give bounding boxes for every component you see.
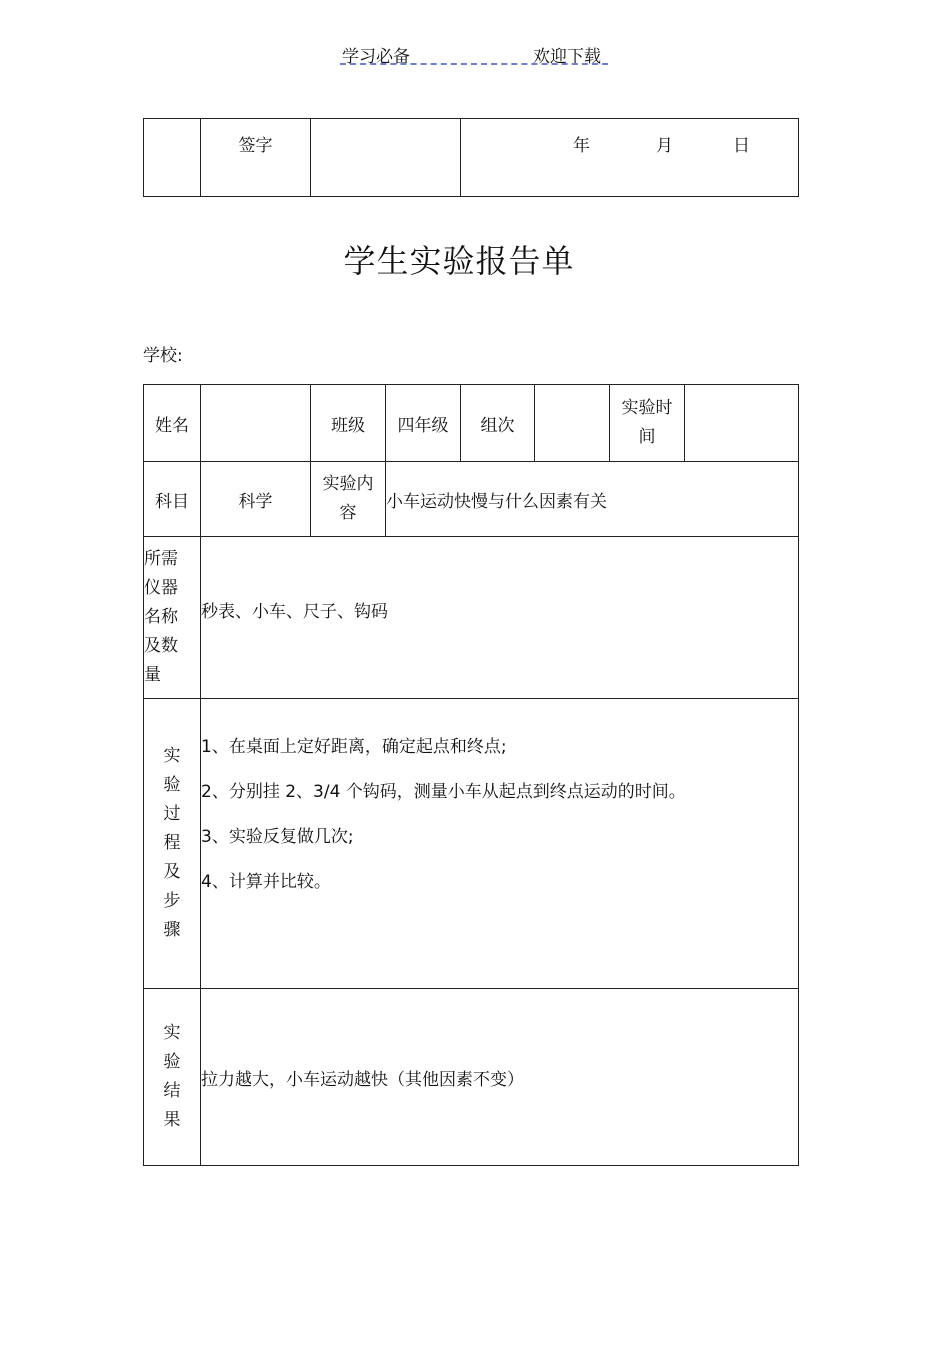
step-item: 3、实验反复做几次; xyxy=(201,827,354,847)
subject-value: 科学 xyxy=(201,462,311,537)
name-label: 姓名 xyxy=(144,385,201,462)
equipment-label-line: 量 xyxy=(144,665,161,685)
result-label-char: 实 xyxy=(163,1023,181,1043)
time-label-line-2: 间 xyxy=(638,427,656,447)
equipment-label-line: 及数 xyxy=(144,636,178,656)
equipment-label-cell xyxy=(144,537,201,699)
report-table xyxy=(143,384,799,1166)
content-label-cell xyxy=(311,462,386,537)
group-label: 组次 xyxy=(461,385,535,462)
process-label-char: 步 xyxy=(163,891,181,911)
content-value: 小车运动快慢与什么因素有关 xyxy=(386,462,799,537)
process-label-char: 过 xyxy=(163,804,181,824)
sign-value-cell xyxy=(311,119,461,197)
header-left-text: 学习必备 xyxy=(342,47,410,67)
process-label-char: 骤 xyxy=(163,920,181,940)
header-dashed-rule xyxy=(340,63,608,65)
subject-label: 科目 xyxy=(144,462,201,537)
page-title: 学生实验报告单 xyxy=(343,242,575,280)
process-label-char: 程 xyxy=(163,833,181,853)
process-label-char: 及 xyxy=(163,862,181,882)
day-label: 日 xyxy=(733,136,750,156)
equipment-label-line: 名称 xyxy=(144,607,178,627)
result-value: 拉力越大，小车运动越快（其他因素不变） xyxy=(201,989,799,1166)
result-label-char: 果 xyxy=(163,1110,181,1130)
class-label: 班级 xyxy=(311,385,386,462)
time-value-cell xyxy=(685,385,799,462)
group-value-cell xyxy=(535,385,610,462)
result-label-char: 结 xyxy=(163,1081,181,1101)
year-label: 年 xyxy=(573,136,590,156)
time-label-cell xyxy=(610,385,685,462)
result-label-char: 验 xyxy=(163,1052,181,1072)
process-label-char: 实 xyxy=(163,746,181,766)
content-label-line-2: 容 xyxy=(339,503,357,523)
name-value-cell xyxy=(201,385,311,462)
equipment-label-line: 所需 xyxy=(144,549,178,569)
school-label: 学校: xyxy=(143,346,183,366)
month-label: 月 xyxy=(656,136,673,156)
equipment-label-line: 仪器 xyxy=(144,578,178,598)
steps-cell xyxy=(201,699,799,989)
sign-blank-cell xyxy=(144,119,201,197)
result-label-cell xyxy=(144,989,201,1166)
step-item: 2、分别挂 2、3/4 个钩码，测量小车从起点到终点运动的时间。 xyxy=(201,782,686,802)
class-value: 四年级 xyxy=(386,385,461,462)
equipment-value: 秒表、小车、尺子、钩码 xyxy=(201,537,799,699)
process-label-cell xyxy=(144,699,201,989)
signature-table xyxy=(143,118,799,197)
process-label-char: 验 xyxy=(163,775,181,795)
date-cell xyxy=(461,119,799,197)
sign-label: 签字 xyxy=(201,119,311,197)
step-item: 4、计算并比较。 xyxy=(201,872,331,892)
content-label-line-1: 实验内 xyxy=(322,474,374,494)
header-right-text: 欢迎下载 xyxy=(533,47,601,67)
step-item: 1、在桌面上定好距离，确定起点和终点; xyxy=(201,737,507,757)
time-label-line-1: 实验时 xyxy=(621,398,673,418)
